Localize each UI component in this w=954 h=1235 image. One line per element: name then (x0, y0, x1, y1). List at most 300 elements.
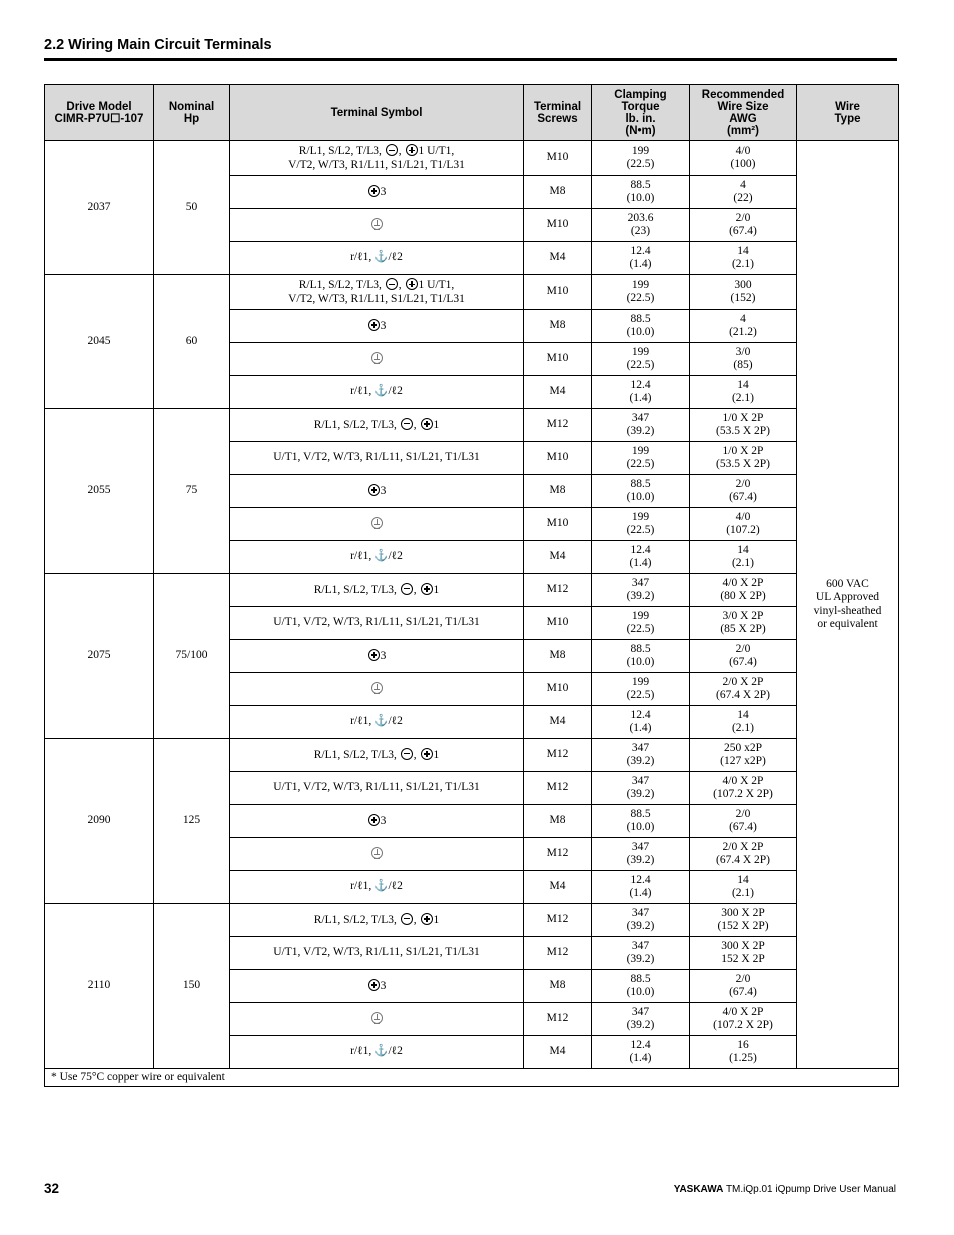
terminal-symbol-cell (230, 508, 524, 541)
clamping-torque-cell (592, 805, 690, 838)
torque-value: 347 (631, 1005, 650, 1018)
wire-size-cell (690, 640, 797, 673)
terminal-screw-cell: M10 (524, 275, 592, 310)
torque-value: (39.2) (626, 854, 655, 866)
title-rule (44, 58, 897, 61)
terminal-symbol-text: , (413, 418, 420, 431)
clamping-torque-cell (592, 376, 690, 409)
minus-terminal-icon (386, 278, 398, 290)
torque-value: (39.2) (626, 788, 655, 800)
header-wire-size: Recommended Wire Size AWG (mm²) (690, 85, 797, 141)
terminal-symbol-text: 1 U/T1, (418, 145, 455, 157)
torque-value: 199 (631, 278, 650, 291)
wire-size-value: (53.5 X 2P) (716, 458, 770, 470)
plus-terminal-icon (421, 583, 433, 595)
terminal-symbol-text: r/ℓ1, ⚓/ℓ2 (350, 385, 403, 398)
terminal-symbol-text: r/ℓ1, ⚓/ℓ2 (350, 880, 403, 893)
minus-terminal-icon (401, 583, 413, 595)
plus-terminal-icon (421, 748, 433, 760)
drive-model-cell: 2110 (45, 904, 154, 1069)
terminal-symbol-text: U/T1, V/T2, W/T3, R1/L11, S1/L21, T1/L31 (273, 946, 480, 959)
terminal-symbol-text: 1 U/T1, (418, 279, 455, 291)
terminal-symbol-text: r/ℓ1, ⚓/ℓ2 (350, 715, 403, 728)
terminal-symbol-text: 3 (380, 979, 387, 992)
torque-value: (39.2) (626, 1019, 655, 1031)
terminal-symbol-cell (230, 442, 524, 475)
wire-size-value: (107.2 X 2P) (713, 788, 773, 800)
torque-value: (22.5) (626, 689, 655, 701)
terminal-symbol-text: R/L1, S/L2, T/L3, (313, 748, 400, 761)
torque-value: 347 (631, 741, 650, 754)
clamping-torque-cell (592, 937, 690, 970)
terminal-symbol-cell (230, 409, 524, 442)
ground-terminal-icon (371, 847, 383, 859)
clamping-torque-cell (592, 640, 690, 673)
terminal-screw-cell: M4 (524, 541, 592, 574)
clamping-torque-cell (592, 141, 690, 176)
drive-model-cell: 2090 (45, 739, 154, 904)
wire-size-cell (690, 574, 797, 607)
footer-manual-title (674, 1184, 896, 1195)
terminal-symbol-cell (230, 242, 524, 275)
torque-value: 88.5 (630, 477, 651, 490)
torque-value: (39.2) (626, 425, 655, 437)
wiring-table (44, 84, 899, 1087)
minus-terminal-icon (386, 144, 398, 156)
terminal-symbol-text: 3 (380, 185, 387, 198)
torque-value: 203.6 (627, 211, 654, 224)
terminal-symbol-line (232, 144, 521, 159)
drive-model-cell: 2075 (45, 574, 154, 739)
terminal-screw-cell: M8 (524, 475, 592, 508)
table-row (45, 409, 899, 442)
terminal-symbol-cell (230, 541, 524, 574)
torque-value: 12.4 (630, 244, 651, 257)
torque-value: 88.5 (630, 178, 651, 191)
terminal-screw-cell: M4 (524, 706, 592, 739)
wire-size-value: (22) (733, 192, 753, 204)
terminal-symbol-line: V/T2, W/T3, R1/L11, S1/L21, T1/L31 (288, 292, 465, 305)
torque-value: 88.5 (630, 807, 651, 820)
wire-size-cell (690, 673, 797, 706)
wire-size-value: (67.4) (729, 491, 757, 503)
wire-size-value: (53.5 X 2P) (716, 425, 770, 437)
torque-value: 199 (631, 510, 650, 523)
terminal-symbol-text: r/ℓ1, ⚓/ℓ2 (350, 251, 403, 264)
terminal-symbol-cell (230, 673, 524, 706)
wire-size-value: 4 (740, 312, 746, 325)
wire-size-value: 152 X 2P (721, 953, 765, 965)
wire-size-value: (67.4 X 2P) (716, 689, 770, 701)
wire-size-cell (690, 871, 797, 904)
clamping-torque-cell (592, 310, 690, 343)
wire-size-value: (67.4) (729, 225, 757, 237)
wire-size-value: 4/0 (735, 144, 751, 157)
plus-terminal-icon (368, 979, 380, 991)
nominal-hp-cell: 125 (154, 739, 230, 904)
wire-size-value: 2/0 X 2P (722, 840, 764, 853)
plus-terminal-icon (406, 278, 418, 290)
torque-value: (1.4) (629, 557, 652, 569)
wire-size-value: (107.2) (726, 524, 760, 536)
terminal-symbol-cell (230, 141, 524, 176)
torque-value: 347 (631, 576, 650, 589)
ground-terminal-icon (371, 218, 383, 230)
wire-size-value: 2/0 (735, 642, 751, 655)
wire-size-value: (80 X 2P) (720, 590, 766, 602)
torque-value: (1.4) (629, 258, 652, 270)
terminal-symbol-text: R/L1, S/L2, T/L3, (298, 145, 385, 157)
torque-value: (39.2) (626, 590, 655, 602)
terminal-symbol-cell (230, 574, 524, 607)
wire-type-line: 600 VAC (826, 577, 869, 590)
wire-size-value: 300 (734, 278, 752, 291)
table-row (45, 574, 899, 607)
clamping-torque-cell (592, 772, 690, 805)
terminal-symbol-cell (230, 607, 524, 640)
wire-size-value: (85) (733, 359, 753, 371)
torque-value: 12.4 (630, 378, 651, 391)
plus-terminal-icon (421, 913, 433, 925)
terminal-symbol-cell (230, 176, 524, 209)
torque-value: 199 (631, 144, 650, 157)
ground-terminal-icon (371, 517, 383, 529)
wire-size-cell (690, 209, 797, 242)
wire-size-value: 3/0 X 2P (722, 609, 764, 622)
wire-size-value: (2.1) (731, 722, 755, 734)
wire-size-cell (690, 275, 797, 310)
wire-size-value: (67.4) (729, 986, 757, 998)
torque-value: 347 (631, 411, 650, 424)
clamping-torque-cell (592, 706, 690, 739)
clamping-torque-cell (592, 508, 690, 541)
terminal-screw-cell: M10 (524, 673, 592, 706)
terminal-symbol-text: , (413, 583, 420, 596)
clamping-torque-cell (592, 838, 690, 871)
torque-value: (22.5) (626, 623, 655, 635)
table-row (45, 141, 899, 176)
ground-terminal-icon (371, 352, 383, 364)
terminal-symbol-text: , (398, 145, 405, 157)
terminal-screw-cell: M12 (524, 739, 592, 772)
torque-value: (39.2) (626, 953, 655, 965)
terminal-screw-cell: M12 (524, 772, 592, 805)
header-wire-type: Wire Type (797, 85, 899, 141)
terminal-symbol-text: r/ℓ1, ⚓/ℓ2 (350, 550, 403, 563)
wire-size-value: (100) (730, 158, 756, 170)
clamping-torque-cell (592, 970, 690, 1003)
wire-type-line: vinyl-sheathed (813, 604, 882, 617)
terminal-screw-cell: M4 (524, 242, 592, 275)
terminal-symbol-cell (230, 772, 524, 805)
clamping-torque-cell (592, 409, 690, 442)
torque-value: 12.4 (630, 543, 651, 556)
wire-size-value: 4/0 X 2P (722, 774, 764, 787)
torque-value: 12.4 (630, 1038, 651, 1051)
terminal-symbol-text: R/L1, S/L2, T/L3, (313, 913, 400, 926)
terminal-symbol-cell (230, 475, 524, 508)
torque-value: (1.4) (629, 392, 652, 404)
clamping-torque-cell (592, 574, 690, 607)
terminal-screw-cell: M10 (524, 343, 592, 376)
plus-terminal-icon (406, 144, 418, 156)
torque-value: (22.5) (626, 292, 655, 304)
minus-terminal-icon (401, 418, 413, 430)
terminal-screw-cell: M10 (524, 508, 592, 541)
wire-size-cell (690, 1003, 797, 1036)
terminal-screw-cell: M12 (524, 409, 592, 442)
wire-size-cell (690, 343, 797, 376)
torque-value: (10.0) (626, 192, 655, 204)
terminal-symbol-cell (230, 376, 524, 409)
terminal-symbol-text: , (398, 279, 405, 291)
terminal-symbol-text: R/L1, S/L2, T/L3, (298, 279, 385, 291)
terminal-screw-cell: M8 (524, 640, 592, 673)
nominal-hp-cell: 50 (154, 141, 230, 275)
wire-size-value: (2.1) (731, 557, 755, 569)
table-row (45, 904, 899, 937)
table-row (45, 275, 899, 310)
nominal-hp-cell: 150 (154, 904, 230, 1069)
torque-value: (10.0) (626, 821, 655, 833)
terminal-symbol-cell (230, 739, 524, 772)
terminal-symbol-cell (230, 871, 524, 904)
clamping-torque-cell (592, 242, 690, 275)
drive-model-cell: 2055 (45, 409, 154, 574)
torque-value: 12.4 (630, 708, 651, 721)
torque-value: (22.5) (626, 458, 655, 470)
terminal-screw-cell: M4 (524, 871, 592, 904)
torque-value: (39.2) (626, 755, 655, 767)
clamping-torque-cell (592, 275, 690, 310)
clamping-torque-cell (592, 739, 690, 772)
terminal-symbol-text: 1 (433, 748, 440, 761)
wire-size-value: 2/0 (735, 477, 751, 490)
terminal-symbol-cell (230, 805, 524, 838)
terminal-screw-cell: M8 (524, 176, 592, 209)
torque-value: (1.4) (629, 887, 652, 899)
terminal-symbol-text: R/L1, S/L2, T/L3, (313, 418, 400, 431)
wire-type-cell (797, 141, 899, 1069)
torque-value: (22.5) (626, 359, 655, 371)
wire-size-cell (690, 508, 797, 541)
terminal-symbol-cell (230, 937, 524, 970)
wire-size-value: (2.1) (731, 392, 755, 404)
wire-size-value: (2.1) (731, 258, 755, 270)
terminal-symbol-text: 3 (380, 319, 387, 332)
terminal-screw-cell: M10 (524, 209, 592, 242)
torque-value: (10.0) (626, 656, 655, 668)
header-terminal-screws: Terminal Screws (524, 85, 592, 141)
wire-size-value: 1/0 X 2P (722, 444, 764, 457)
plus-terminal-icon (368, 649, 380, 661)
clamping-torque-cell (592, 607, 690, 640)
torque-value: 347 (631, 840, 650, 853)
torque-value: (39.2) (626, 920, 655, 932)
terminal-symbol-text: R/L1, S/L2, T/L3, (313, 583, 400, 596)
torque-value: (10.0) (626, 986, 655, 998)
wire-size-value: 4 (740, 178, 746, 191)
wire-size-value: 14 (737, 244, 749, 257)
terminal-symbol-text: 3 (380, 814, 387, 827)
table-body (45, 141, 899, 1069)
wire-size-value: 2/0 (735, 211, 751, 224)
table-row (45, 739, 899, 772)
drive-model-cell: 2037 (45, 141, 154, 275)
header-terminal-symbol: Terminal Symbol (230, 85, 524, 141)
terminal-symbol-line (232, 583, 521, 598)
wire-size-value: 300 X 2P (721, 906, 765, 919)
terminal-screw-cell: M12 (524, 574, 592, 607)
terminal-symbol-cell (230, 209, 524, 242)
wire-size-cell (690, 242, 797, 275)
terminal-symbol-line (232, 278, 521, 293)
wire-size-value: (67.4) (729, 821, 757, 833)
clamping-torque-cell (592, 442, 690, 475)
clamping-torque-cell (592, 176, 690, 209)
clamping-torque-cell (592, 343, 690, 376)
terminal-symbol-cell (230, 343, 524, 376)
terminal-symbol-line (232, 418, 521, 433)
wire-size-value: 4/0 (735, 510, 751, 523)
terminal-screw-cell: M8 (524, 310, 592, 343)
header-nominal-hp: Nominal Hp (154, 85, 230, 141)
plus-terminal-icon (368, 319, 380, 331)
ground-terminal-icon (371, 1012, 383, 1024)
torque-value: (1.4) (629, 722, 652, 734)
wire-size-value: 16 (737, 1038, 749, 1051)
wire-size-cell (690, 706, 797, 739)
nominal-hp-cell: 75 (154, 409, 230, 574)
wire-size-value: 300 X 2P (721, 939, 765, 952)
clamping-torque-cell (592, 209, 690, 242)
wire-size-value: 2/0 (735, 972, 751, 985)
wire-size-cell (690, 838, 797, 871)
wire-size-cell (690, 376, 797, 409)
torque-value: 12.4 (630, 873, 651, 886)
torque-value: (22.5) (626, 158, 655, 170)
header-clamping-torque: Clamping Torque lb. in. (N•m) (592, 85, 690, 141)
terminal-screw-cell: M10 (524, 442, 592, 475)
terminal-screw-cell: M12 (524, 937, 592, 970)
torque-value: 199 (631, 345, 650, 358)
clamping-torque-cell (592, 475, 690, 508)
wire-size-value: 4/0 X 2P (722, 1005, 764, 1018)
terminal-symbol-text: 3 (380, 484, 387, 497)
torque-value: (23) (630, 225, 651, 237)
minus-terminal-icon (401, 748, 413, 760)
drive-model-cell: 2045 (45, 275, 154, 409)
wire-size-cell (690, 442, 797, 475)
terminal-symbol-cell (230, 275, 524, 310)
torque-value: (1.4) (629, 1052, 652, 1064)
terminal-symbol-cell (230, 904, 524, 937)
minus-terminal-icon (401, 913, 413, 925)
wire-size-value: (21.2) (729, 326, 757, 338)
wire-size-value: 3/0 (735, 345, 751, 358)
wire-size-value: (67.4) (729, 656, 757, 668)
wire-type-line: or equivalent (817, 618, 878, 630)
clamping-torque-cell (592, 541, 690, 574)
torque-value: 199 (631, 609, 650, 622)
terminal-symbol-text: r/ℓ1, ⚓/ℓ2 (350, 1045, 403, 1058)
ground-terminal-icon (371, 682, 383, 694)
terminal-symbol-text: U/T1, V/T2, W/T3, R1/L11, S1/L21, T1/L31 (273, 616, 480, 629)
terminal-symbol-cell (230, 310, 524, 343)
torque-value: 347 (631, 774, 650, 787)
torque-value: 88.5 (630, 972, 651, 985)
terminal-symbol-text: 1 (433, 913, 440, 926)
terminal-symbol-line (232, 748, 521, 763)
plus-terminal-icon (421, 418, 433, 430)
nominal-hp-cell: 60 (154, 275, 230, 409)
wire-size-cell (690, 141, 797, 176)
terminal-screw-cell: M4 (524, 1036, 592, 1069)
wire-size-value: 14 (737, 873, 749, 886)
wire-size-cell (690, 475, 797, 508)
wire-size-value: (127 x2P) (720, 755, 766, 767)
terminal-screw-cell: M10 (524, 607, 592, 640)
torque-value: 347 (631, 939, 650, 952)
wire-size-value: 2/0 X 2P (722, 675, 764, 688)
wire-size-cell (690, 937, 797, 970)
terminal-symbol-cell (230, 1003, 524, 1036)
wire-size-cell (690, 970, 797, 1003)
footnote: * Use 75°C copper wire or equivalent (45, 1069, 899, 1087)
terminal-symbol-line: V/T2, W/T3, R1/L11, S1/L21, T1/L31 (288, 158, 465, 171)
wire-size-value: (152) (730, 292, 756, 304)
torque-value: 347 (631, 906, 650, 919)
terminal-symbol-cell (230, 640, 524, 673)
terminal-symbol-line (232, 913, 521, 928)
terminal-symbol-text: 3 (380, 649, 387, 662)
terminal-screw-cell: M12 (524, 1003, 592, 1036)
clamping-torque-cell (592, 904, 690, 937)
terminal-symbol-cell (230, 970, 524, 1003)
wire-size-value: (107.2 X 2P) (713, 1019, 773, 1031)
terminal-symbol-cell (230, 838, 524, 871)
header-row (45, 85, 899, 141)
wire-size-value: 1/0 X 2P (722, 411, 764, 424)
terminal-screw-cell: M4 (524, 376, 592, 409)
torque-value: (10.0) (626, 491, 655, 503)
wire-size-value: 2/0 (735, 807, 751, 820)
wire-size-cell (690, 541, 797, 574)
wire-size-cell (690, 772, 797, 805)
terminal-symbol-text: , (413, 748, 420, 761)
clamping-torque-cell (592, 871, 690, 904)
header-drive-model: Drive Model CIMR-P7U☐-107 (45, 85, 154, 141)
terminal-symbol-text: U/T1, V/T2, W/T3, R1/L11, S1/L21, T1/L31 (273, 781, 480, 794)
wire-size-cell (690, 1036, 797, 1069)
terminal-screw-cell: M12 (524, 838, 592, 871)
clamping-torque-cell (592, 1003, 690, 1036)
clamping-torque-cell (592, 673, 690, 706)
torque-value: 88.5 (630, 312, 651, 325)
plus-terminal-icon (368, 484, 380, 496)
torque-value: 88.5 (630, 642, 651, 655)
terminal-screw-cell: M8 (524, 970, 592, 1003)
wire-size-value: (85 X 2P) (720, 623, 766, 635)
plus-terminal-icon (368, 814, 380, 826)
wire-size-value: 250 x2P (723, 741, 763, 754)
section-title: 2.2 Wiring Main Circuit Terminals (44, 37, 272, 53)
wire-size-value: (2.1) (731, 887, 755, 899)
wire-size-value: 14 (737, 708, 749, 721)
wire-size-cell (690, 409, 797, 442)
terminal-symbol-cell (230, 706, 524, 739)
terminal-symbol-text: , (413, 913, 420, 926)
